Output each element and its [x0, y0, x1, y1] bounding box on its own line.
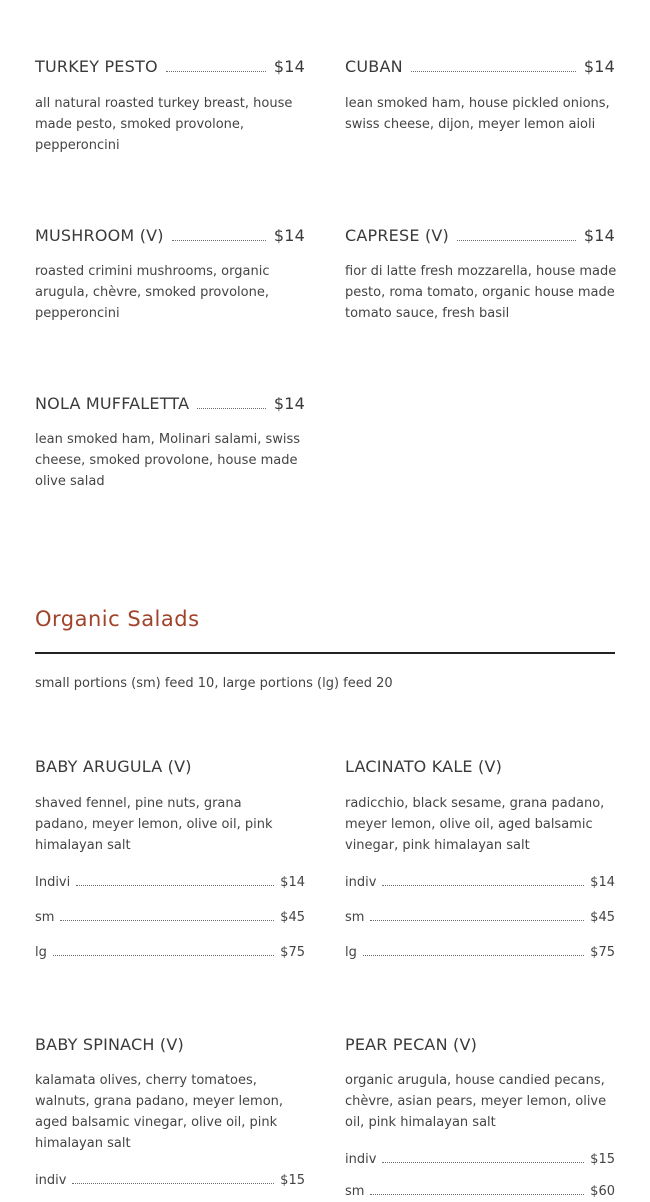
size-price: $14: [280, 875, 305, 890]
item-name: NOLA MUFFALETTA: [35, 394, 190, 413]
dot-leader: [166, 71, 266, 72]
dot-leader: [370, 1194, 584, 1195]
dot-leader: [457, 240, 576, 241]
size-price-row: [345, 1184, 615, 1202]
size-label: Indivi: [35, 875, 71, 890]
dot-leader: [53, 955, 274, 956]
size-label: sm: [345, 1184, 365, 1199]
size-price-row: [35, 875, 305, 893]
dot-leader: [197, 408, 266, 409]
dot-leader: [60, 920, 274, 921]
item-description: organic arugula, house candied pecans, chèvre, asian pears, meyer lemon, olive oil, pink himalayan salt: [345, 1073, 607, 1130]
item-description: all natural roasted turkey breast, house made pesto, smoked provolone, pepperoncini: [35, 96, 293, 153]
size-price: $75: [280, 945, 305, 960]
item-price: $14: [583, 226, 615, 245]
item-name: BABY ARUGULA (V): [35, 757, 192, 776]
size-price: $75: [590, 945, 615, 960]
item-description: lean smoked ham, Molinari salami, swiss cheese, smoked provolone, house made olive salad: [35, 432, 301, 489]
item-description: fior di latte fresh mozzarella, house made pesto, roma tomato, organic house made tomato sauce, fresh basil: [345, 264, 617, 321]
item-price: $14: [273, 57, 305, 76]
item-description: kalamata olives, cherry tomatoes, walnuts, grana padano, meyer lemon, aged balsamic vinegar, olive oil, pink himalayan salt: [35, 1073, 284, 1151]
dot-leader: [76, 885, 274, 886]
size-price: $45: [590, 910, 615, 925]
size-price: $15: [280, 1173, 305, 1188]
dot-leader: [172, 240, 266, 241]
size-label: lg: [345, 945, 357, 960]
size-price-row: [35, 945, 305, 963]
dot-leader: [382, 1162, 584, 1163]
item-name: PEAR PECAN (V): [345, 1035, 478, 1054]
size-label: sm: [345, 910, 365, 925]
item-description: shaved fennel, pine nuts, grana padano, meyer lemon, olive oil, pink himalayan salt: [35, 796, 273, 853]
item-description: lean smoked ham, house pickled onions, swiss cheese, dijon, meyer lemon aioli: [345, 96, 610, 132]
item-description: roasted crimini mushrooms, organic arugula, chèvre, smoked provolone, pepperoncini: [35, 264, 270, 321]
item-name: LACINATO KALE (V): [345, 757, 503, 776]
section-divider: [35, 652, 615, 654]
size-label: indiv: [345, 1152, 377, 1167]
section-note: small portions (sm) feed 10, large portions (lg) feed 20: [35, 676, 393, 691]
section-title: Organic Salads: [35, 607, 200, 631]
item-name: MUSHROOM (V): [35, 226, 164, 245]
item-price: $14: [583, 57, 615, 76]
size-label: sm: [35, 910, 55, 925]
size-price-row: [345, 1152, 615, 1170]
size-price-row: [35, 1173, 305, 1191]
dot-leader: [370, 920, 584, 921]
dot-leader: [72, 1183, 274, 1184]
item-name: CUBAN: [345, 57, 403, 76]
dot-leader: [382, 885, 584, 886]
item-name: BABY SPINACH (V): [35, 1035, 184, 1054]
size-price-row: [35, 910, 305, 928]
size-label: indiv: [345, 875, 377, 890]
size-price: $60: [590, 1184, 615, 1199]
size-price-row: [345, 945, 615, 963]
item-description: radicchio, black sesame, grana padano, meyer lemon, olive oil, aged balsamic vinegar, pink himalayan salt: [345, 796, 605, 853]
item-price: $14: [273, 226, 305, 245]
size-price: $14: [590, 875, 615, 890]
size-price: $45: [280, 910, 305, 925]
size-price-row: [345, 875, 615, 893]
item-price: $14: [273, 394, 305, 413]
dot-leader: [363, 955, 584, 956]
size-price: $15: [590, 1152, 615, 1167]
dot-leader: [411, 71, 576, 72]
size-label: lg: [35, 945, 47, 960]
size-price-row: [345, 910, 615, 928]
item-name: CAPRESE (V): [345, 226, 449, 245]
size-label: indiv: [35, 1173, 67, 1188]
item-name: TURKEY PESTO: [35, 57, 158, 76]
